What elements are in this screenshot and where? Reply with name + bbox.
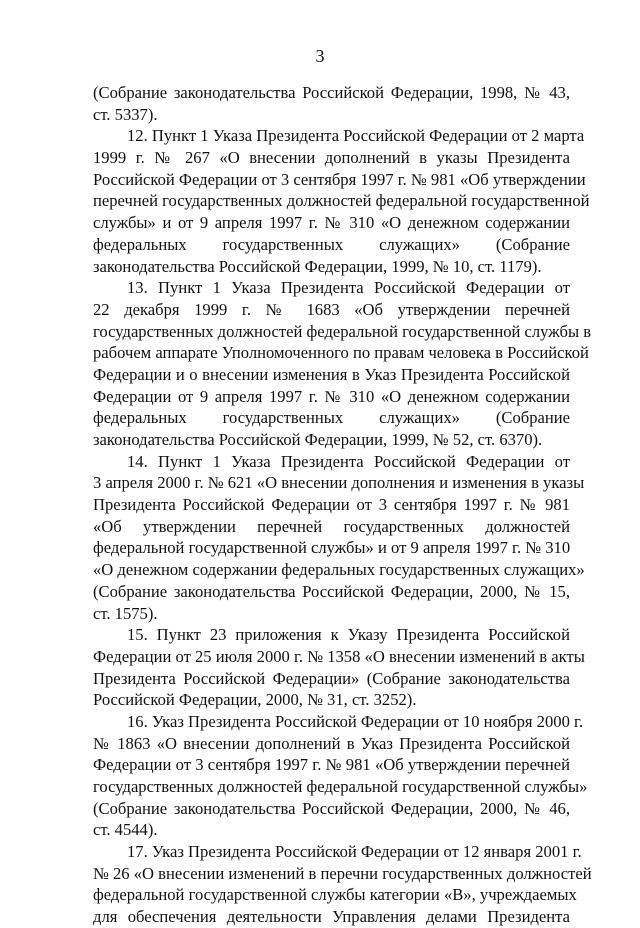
text-line: ст. 5337). — [93, 104, 158, 124]
paragraph — [93, 711, 588, 841]
text-line: Российской Федерации, 2000, № 31, ст. 3252). — [93, 690, 417, 710]
text-line: ст. 4544). — [93, 820, 158, 840]
paragraph — [93, 277, 592, 451]
text-line: Федерации от 3 сентября 1997 г. № 981 «Об утверждении перечней — [93, 755, 570, 775]
text-line: государственных должностей федеральной государственной службы в — [93, 321, 592, 341]
paragraph — [93, 841, 592, 928]
text-line: (Собрание законодательства Российской Федерации, 2000, № 46, — [93, 798, 570, 818]
text-line: рабочем аппарате Уполномоченного по правам человека в Российской — [93, 343, 589, 363]
text-line: федеральной государственной службы» и от 9 апреля 1997 г. № 310 — [93, 538, 571, 558]
text-line: № 26 «О внесении изменений в перечни государственных должностей — [93, 863, 592, 883]
text-line: 1999 г. № 267 «О внесении дополнений в указы Президента — [93, 148, 570, 168]
text-line: «О денежном содержании федеральных государственных служащих» — [93, 560, 585, 580]
text-line: № 1863 «О внесении дополнений в Указ Президента Российской — [93, 733, 570, 753]
text-line: 14. Пункт 1 Указа Президента Российской Федерации от — [127, 451, 570, 471]
text-line: перечней государственных должностей федеральной государственной — [93, 191, 590, 211]
paragraph — [93, 624, 585, 711]
text-line: (Собрание законодательства Российской Федерации, 2000, № 15, — [93, 581, 570, 601]
text-line: 17. Указ Президента Российской Федерации от 12 января 2001 г. — [127, 842, 582, 862]
text-line: 16. Указ Президента Российской Федерации от 10 ноября 2000 г. — [127, 711, 584, 731]
text-line: службы» и от 9 апреля 1997 г. № 310 «О денежном содержании — [93, 213, 570, 233]
text-line: «Об утверждении перечней государственных должностей — [93, 516, 570, 536]
text-line: Президента Российской Федерации от 3 сентября 1997 г. № 981 — [93, 495, 570, 515]
text-line: федеральных государственных служащих» (Собрание — [93, 234, 570, 254]
text-line: законодательства Российской Федерации, 1999, № 52, ст. 6370). — [93, 430, 543, 449]
text-line: законодательства Российской Федерации, 1999, № 10, ст. 1179). — [93, 256, 542, 276]
text-line: Федерации и о внесении изменения в Указ Президента Российской — [93, 364, 570, 384]
text-line: государственных должностей федеральной государственной службы» — [93, 777, 588, 796]
text-line: ст. 1575). — [93, 603, 158, 623]
paragraph — [93, 451, 585, 625]
text-line: Президента Российской Федерации» (Собрание законодательства — [93, 668, 570, 688]
text-line: федеральных государственных служащих» (Собрание — [93, 408, 570, 428]
text-line: 12. Пункт 1 Указа Президента Российской Федерации от 2 марта — [127, 126, 585, 146]
text-line: для обеспечения деятельности Управления делами Президента — [93, 907, 570, 927]
text-line: (Собрание законодательства Российской Федерации, 1998, № 43, — [93, 83, 570, 102]
paragraph — [93, 82, 570, 125]
paragraph — [93, 125, 590, 277]
text-line: Российской Федерации от 3 сентября 1997 г. № 981 «Об утверждении — [93, 169, 586, 189]
document-body — [93, 82, 592, 928]
page-number: 3 — [315, 46, 325, 66]
text-line: 13. Пункт 1 Указа Президента Российской Федерации от — [127, 278, 570, 298]
text-line: Федерации от 9 апреля 1997 г. № 310 «О денежном содержании — [93, 386, 570, 406]
text-line: 15. Пункт 23 приложения к Указу Президента Российской — [127, 625, 570, 645]
text-line: 3 апреля 2000 г. № 621 «О внесении дополнения и изменения в указы — [93, 473, 585, 493]
text-line: федеральной государственной службы категории «В», учреждаемых — [93, 885, 577, 905]
text-line: 22 декабря 1999 г. № 1683 «Об утверждении перечней — [93, 299, 570, 319]
text-line: Федерации от 25 июля 2000 г. № 1358 «О внесении изменений в акты — [93, 646, 585, 666]
